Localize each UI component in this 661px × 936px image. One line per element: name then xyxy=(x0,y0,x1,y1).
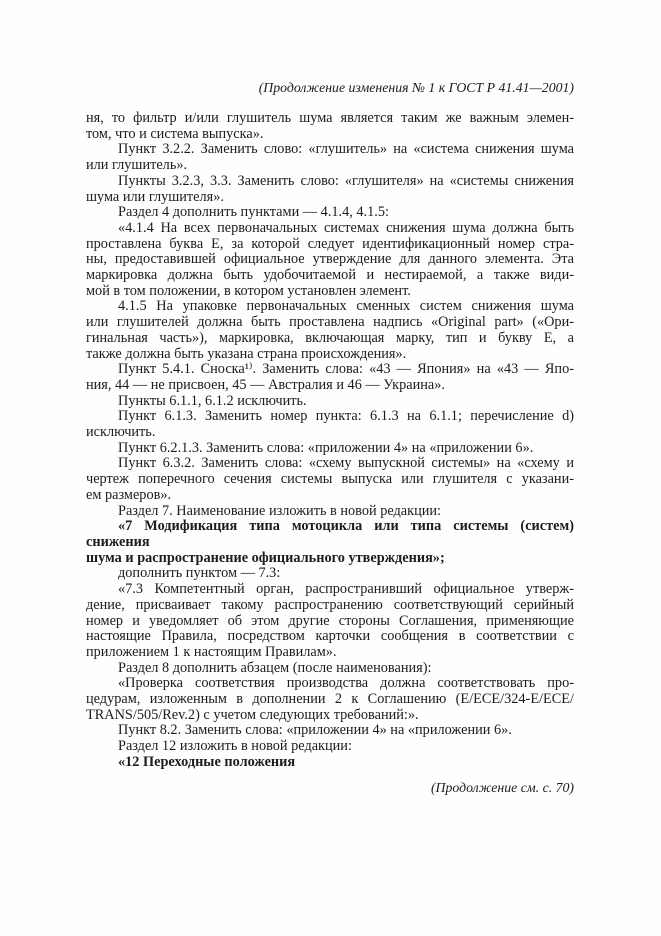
text-line: Пункты 3.2.3, 3.3. Заменить слово: «глушителя» на «системы снижения xyxy=(118,172,574,189)
paragraph xyxy=(86,441,574,457)
page-footer: (Продолжение см. с. 70) xyxy=(430,779,574,795)
text-line: Пункт 3.2.2. Заменить слово: «глушитель» на «система снижения шума xyxy=(118,141,574,158)
paragraph xyxy=(86,394,574,410)
text-line: Пункт 5.4.1. Сноска¹⁾. Заменить слова: «43 — Япония» на «43 — Япо- xyxy=(118,361,574,378)
text-line: дение, присваивает такому распространению соответствующий серийный xyxy=(86,596,574,613)
text-line: номер и уведомляет об этом другие стороны Соглашения, применяющие xyxy=(86,612,574,629)
paragraph xyxy=(86,362,574,393)
paragraph xyxy=(86,723,574,739)
text-line: настоящие Правила, посредством карточки сообщения в соответствии с xyxy=(86,628,574,645)
paragraph xyxy=(86,504,574,520)
text-line: шума и распространение официального утверждения»; xyxy=(86,549,445,566)
paragraph xyxy=(86,566,574,582)
paragraph xyxy=(86,519,574,566)
text-line: чертеж поперечного сечения системы выпуска или глушителя с указани- xyxy=(86,471,574,488)
text-line: Пункт 8.2. Заменить слова: «приложении 4» на «приложении 6». xyxy=(118,722,512,739)
paragraph xyxy=(86,676,574,723)
text-line: «7 Модификация типа мотоцикла или типа системы (систем) снижения xyxy=(86,518,574,550)
text-line: «Проверка соответствия производства должна соответствовать про- xyxy=(118,675,574,692)
text-line: Раздел 8 дополнить абзацем (после наименования): xyxy=(118,659,432,676)
paragraph xyxy=(86,221,574,300)
page-header: (Продолжение изменения № 1 к ГОСТ Р 41.41—2001) xyxy=(258,80,574,95)
text-line: ем размеров». xyxy=(86,486,172,503)
paragraph xyxy=(86,299,574,362)
text-line: Пункт 6.2.1.3. Заменить слова: «приложении 4» на «приложении 6». xyxy=(118,439,534,456)
text-line: также должна быть указана страна происхождения». xyxy=(86,345,407,362)
text-line: или глушителей должна быть проставлена надпись «Original part» («Ори- xyxy=(86,314,574,331)
text-line: том, что и система выпуска». xyxy=(86,125,264,142)
text-line: ния, 44 — не присвоен, 45 — Австралия и 46 — Украина». xyxy=(86,376,445,393)
document-body xyxy=(86,111,574,771)
text-line: «7.3 Компетентный орган, распространивший официальное утверж- xyxy=(118,581,574,598)
paragraph xyxy=(86,111,574,142)
paragraph xyxy=(86,456,574,503)
text-line: цедурам, изложенным в дополнении 2 к Соглашению (E/ECE/324-E/ECE/ xyxy=(86,691,574,708)
text-line: Пункт 6.1.3. Заменить номер пункта: 6.1.3 на 6.1.1; перечисление d) xyxy=(118,408,574,425)
paragraph xyxy=(86,739,574,755)
paragraph xyxy=(86,582,574,661)
text-line: Пункты 6.1.1, 6.1.2 исключить. xyxy=(118,392,307,409)
text-line: дополнить пунктом — 7.3: xyxy=(118,565,281,582)
text-line: «4.1.4 На всех первоначальных системах снижения шума должна быть xyxy=(118,219,574,236)
text-line: шума или глушителя». xyxy=(86,188,224,205)
text-line: Раздел 4 дополнить пунктами — 4.1.4, 4.1.5: xyxy=(118,204,389,221)
text-line: гинальная часть»), маркировка, включающая марку, тип и букву Е, а xyxy=(86,329,574,346)
text-line: TRANS/505/Rev.2) с учетом следующих требований:». xyxy=(86,706,419,723)
text-line: Раздел 12 изложить в новой редакции: xyxy=(118,738,352,755)
paragraph xyxy=(86,755,574,771)
text-line: Раздел 7. Наименование изложить в новой редакции: xyxy=(118,502,441,519)
paragraph xyxy=(86,661,574,677)
paragraph xyxy=(86,174,574,205)
text-line: мой в том положении, в котором установлен элемент. xyxy=(86,282,411,299)
text-line: 4.1.5 На упаковке первоначальных сменных систем снижения шума xyxy=(118,298,574,315)
text-line: «12 Переходные положения xyxy=(118,753,296,770)
text-line: приложением 1 к настоящим Правилам». xyxy=(86,643,337,660)
text-line: исключить. xyxy=(86,424,156,441)
text-line: ны, предоставившей официальное утверждение для данного элемента. Эта xyxy=(86,251,574,268)
paragraph xyxy=(86,142,574,173)
paragraph xyxy=(86,409,574,440)
text-line: проставлена буква Е, за которой следует идентификационный номер стра- xyxy=(86,235,574,252)
text-line: Пункт 6.3.2. Заменить слова: «схему выпускной системы» на «схему и xyxy=(118,455,574,472)
text-line: ня, то фильтр и/или глушитель шума является таким же важным элемен- xyxy=(86,110,574,126)
paragraph xyxy=(86,205,574,221)
text-line: маркировка должна быть удобочитаемой и нестираемой, а также види- xyxy=(86,267,574,284)
text-line: или глушитель». xyxy=(86,157,188,174)
